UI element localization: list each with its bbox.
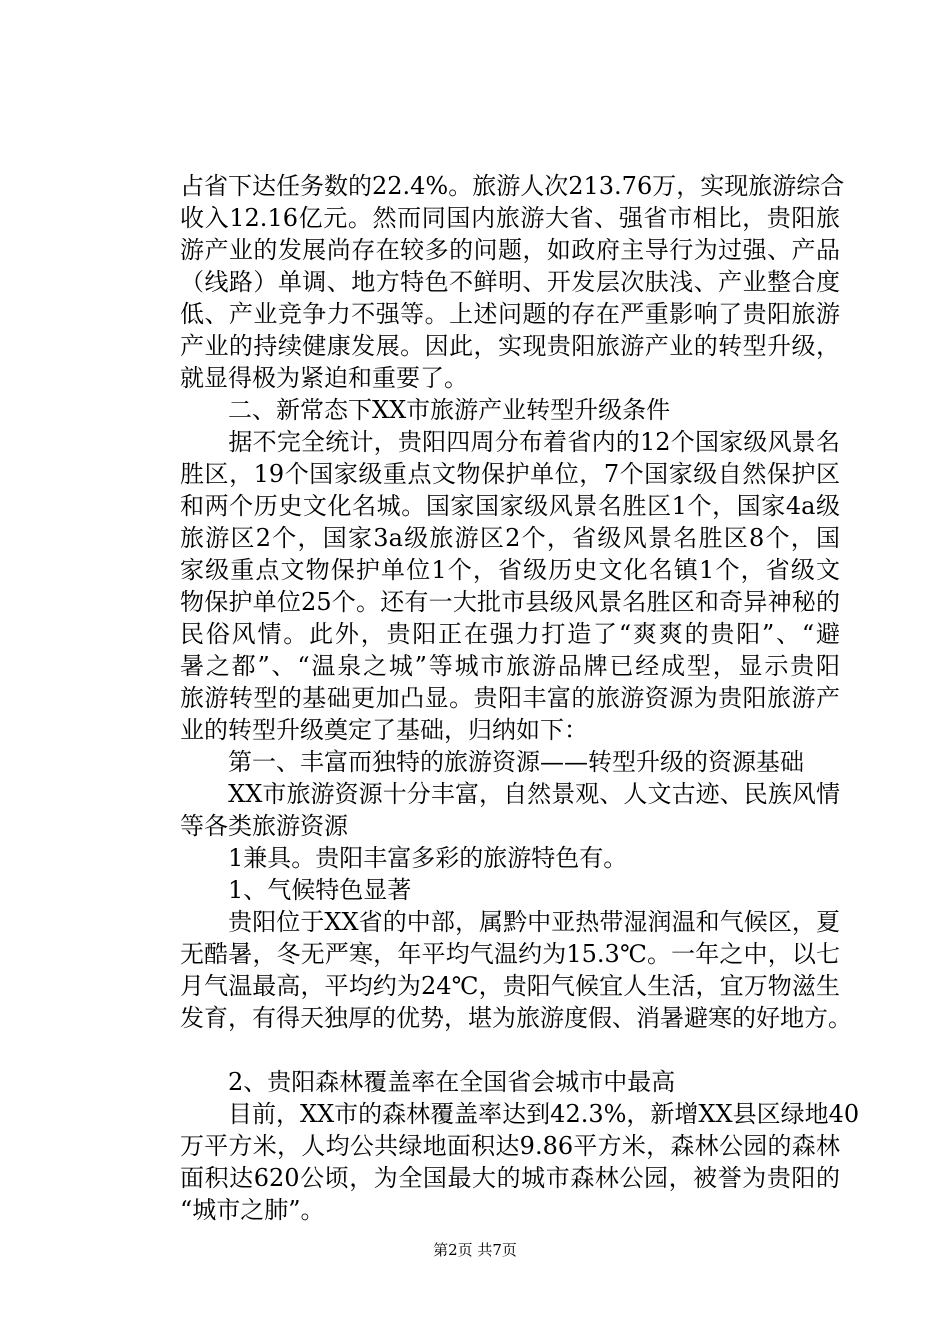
text-line: 贵阳位于XX省的中部，属黔中亚热带湿润温和气候区，夏 (180, 908, 840, 936)
text-line: “城市之肺”。 (180, 1196, 325, 1224)
text-line: 面积达620公顷，为全国最大的城市森林公园，被誉为贵阳的 (180, 1164, 840, 1192)
text-line: 占省下达任务数的22.4%。旅游人次213.76万，实现旅游综合 (180, 172, 845, 200)
text-line: 1、气候特色显著 (180, 876, 412, 904)
text-line: 2、贵阳森林覆盖率在全国省会城市中最高 (180, 1068, 676, 1096)
text-line: 据不完全统计，贵阳四周分布着省内的12个国家级风景名 (180, 428, 840, 456)
blank-line (180, 1034, 840, 1066)
text-line: 就显得极为紧迫和重要了。 (180, 364, 468, 392)
text-line: 游产业的发展尚存在较多的问题，如政府主导行为过强、产品 (180, 236, 840, 264)
text-line: 业的转型升级奠定了基础，归纳如下： (180, 716, 588, 744)
text-line: 万平方米，人均公共绿地面积达9.86平方米，森林公园的森林 (180, 1132, 840, 1160)
text-line: 收入12.16亿元。然而同国内旅游大省、强省市相比，贵阳旅 (180, 204, 840, 232)
text-line: （线路）单调、地方特色不鲜明、开发层次肤浅、产业整合度 (180, 268, 840, 296)
text-line: 民俗风情。此外，贵阳正在强力打造了“爽爽的贵阳”、“避 (180, 620, 840, 648)
text-line: 家级重点文物保护单位1个，省级历史文化名镇1个，省级文 (180, 556, 840, 584)
text-line: 月气温最高，平均约为24℃，贵阳气候宜人生活，宜万物滋生 (180, 972, 840, 1000)
text-line: 旅游区2个，国家3a级旅游区2个，省级风景名胜区8个，国 (180, 524, 840, 552)
text-line: 物保护单位25个。还有一大批市县级风景名胜区和奇异神秘的 (180, 588, 840, 616)
text-line: 旅游转型的基础更加凸显。贵阳丰富的旅游资源为贵阳旅游产 (180, 684, 840, 712)
text-line: 低、产业竞争力不强等。上述问题的存在严重影响了贵阳旅游 (180, 300, 840, 328)
page-footer: 第2页 共7页 (433, 1241, 517, 1259)
text-line: 产业的持续健康发展。因此，实现贵阳旅游产业的转型升级， (180, 332, 840, 360)
text-line: 暑之都”、“温泉之城”等城市旅游品牌已经成型，显示贵阳 (180, 652, 840, 680)
text-line: 二、新常态下XX市旅游产业转型升级条件 (180, 396, 671, 424)
text-line: 胜区，19个国家级重点文物保护单位，7个国家级自然保护区 (180, 460, 840, 488)
text-line: 第一、丰富而独特的旅游资源——转型升级的资源基础 (180, 748, 804, 776)
text-line: 等各类旅游资源 (180, 812, 348, 840)
text-line: 1兼具。贵阳丰富多彩的旅游特色有。 (180, 844, 628, 872)
text-line: 和两个历史文化名城。国家国家级风景名胜区1个，国家4a级 (180, 492, 840, 520)
text-line: XX市旅游资源十分丰富，自然景观、人文古迹、民族风情 (180, 780, 840, 808)
text-line: 发育，有得天独厚的优势，堪为旅游度假、消暑避寒的好地方。 (180, 1004, 852, 1032)
document-body (180, 170, 860, 1226)
text-line: 无酷暑，冬无严寒，年平均气温约为15.3℃。一年之中，以七 (180, 940, 840, 968)
text-line: 目前，XX市的森林覆盖率达到42.3%，新增XX县区绿地40 (180, 1100, 860, 1128)
